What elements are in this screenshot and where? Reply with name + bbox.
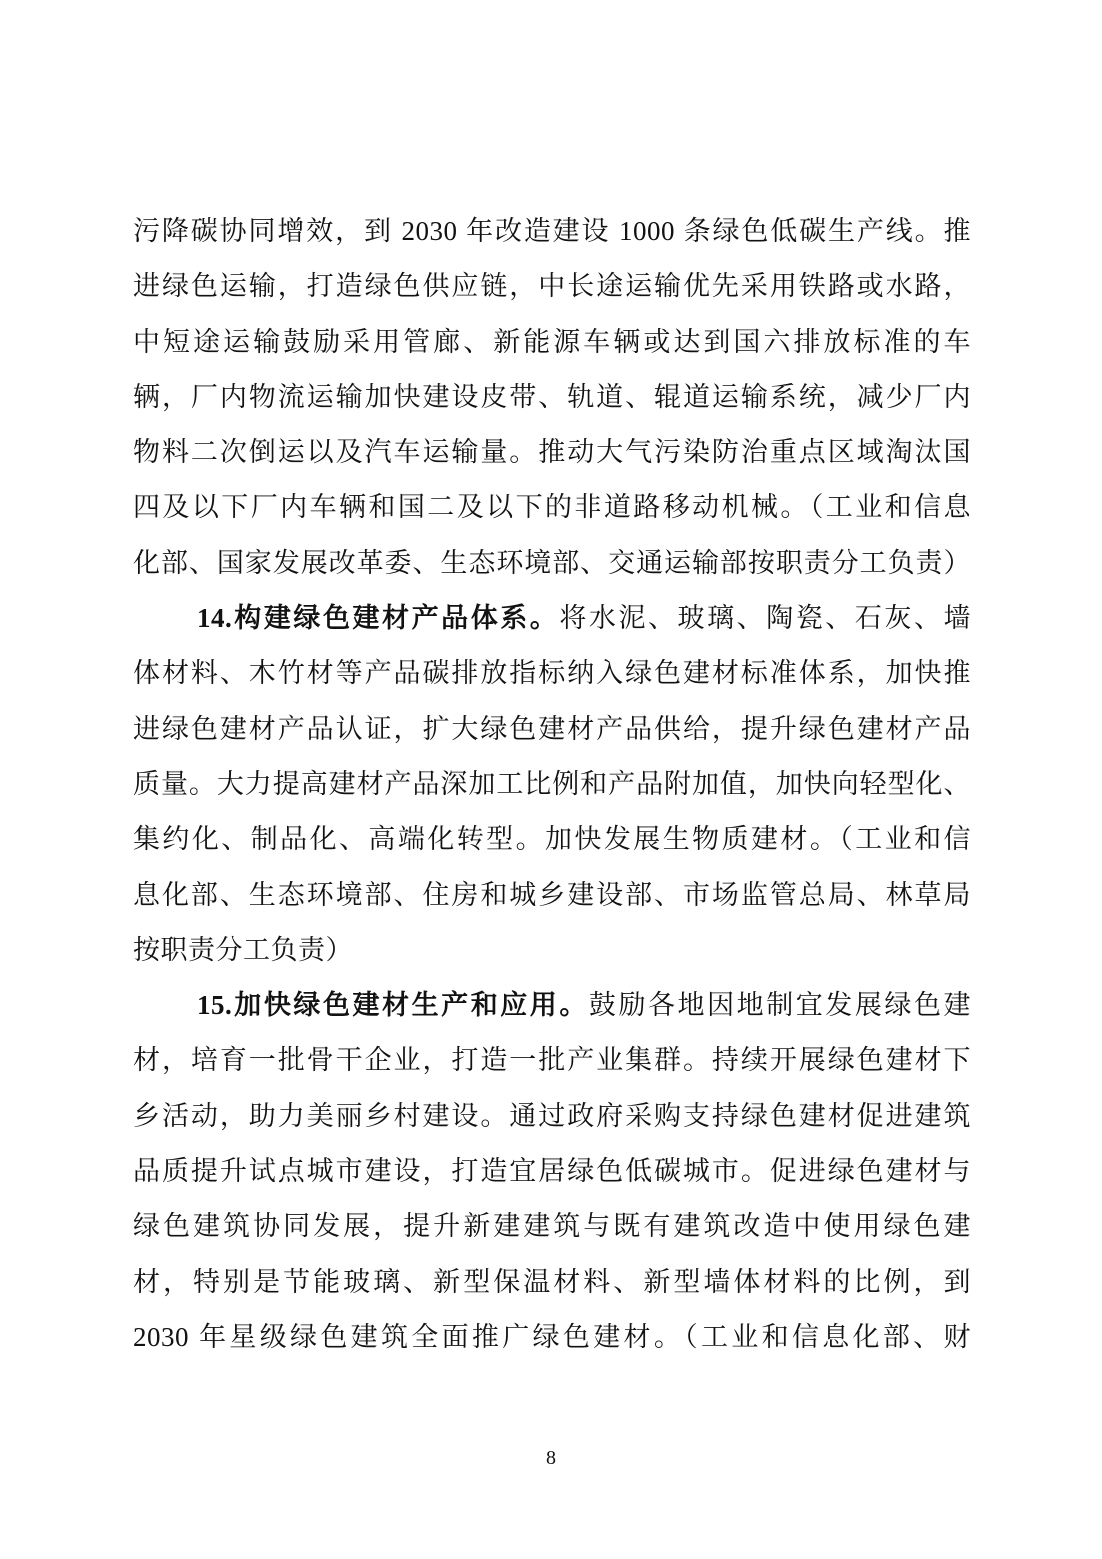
text-line: 集约化、制品化、高端化转型。加快发展生物质建材。（工业和信: [133, 824, 971, 855]
page-number: 8: [546, 1447, 556, 1469]
text-line: 体材料、木竹材等产品碳排放指标纳入绿色建材标准体系，加快推: [133, 658, 971, 689]
text-line: 物料二次倒运以及汽车运输量。推动大气污染防治重点区域淘汰国: [133, 437, 971, 468]
text-line: 品质提升试点城市建设，打造宜居绿色低碳城市。促进绿色建材与: [133, 1156, 971, 1187]
text-line: 质量。大力提高建材产品深加工比例和产品附加值，加快向轻型化、: [133, 768, 971, 799]
text-line: 2030 年星级绿色建筑全面推广绿色建材。（工业和信息化部、财: [133, 1321, 971, 1352]
text-line: 息化部、生态环境部、住房和城乡建设部、市场监管总局、林草局: [133, 879, 971, 910]
text-line: 污降碳协同增效，到 2030 年改造建设 1000 条绿色低碳生产线。推: [133, 216, 971, 246]
text-line: 进绿色运输，打造绿色供应链，中长途运输优先采用铁路或水路，: [133, 271, 971, 302]
text-line: 中短途运输鼓励采用管廊、新能源车辆或达到国六排放标准的车: [133, 326, 971, 357]
text-line: 绿色建筑协同发展，提升新建建筑与既有建筑改造中使用绿色建: [133, 1211, 971, 1242]
document-body: [133, 204, 971, 1365]
text-line: 化部、国家发展改革委、生态环境部、交通运输部按职责分工负责）: [133, 547, 971, 578]
text-line: 材，培育一批骨干企业，打造一批产业集群。持续开展绿色建材下: [133, 1045, 971, 1076]
text-line: 材，特别是节能玻璃、新型保温材料、新型墙体材料的比例，到: [133, 1266, 971, 1297]
text-line: 进绿色建材产品认证，扩大绿色建材产品供给，提升绿色建材产品: [133, 713, 971, 744]
section-heading: 14.构建绿色建材产品体系。: [197, 603, 560, 634]
text-line: 14.构建绿色建材产品体系。将水泥、玻璃、陶瓷、石灰、墙: [197, 603, 971, 634]
text-line: 四及以下厂内车辆和国二及以下的非道路移动机械。（工业和信息: [133, 492, 971, 523]
text-line: 按职责分工负责）: [133, 934, 353, 965]
section-heading: 15.加快绿色建材生产和应用。: [197, 990, 589, 1021]
text-line: 15.加快绿色建材生产和应用。鼓励各地因地制宜发展绿色建: [197, 990, 971, 1021]
text-line: 乡活动，助力美丽乡村建设。通过政府采购支持绿色建材促进建筑: [133, 1100, 971, 1131]
text-line: 辆，厂内物流运输加快建设皮带、轨道、辊道运输系统，减少厂内: [133, 381, 971, 412]
